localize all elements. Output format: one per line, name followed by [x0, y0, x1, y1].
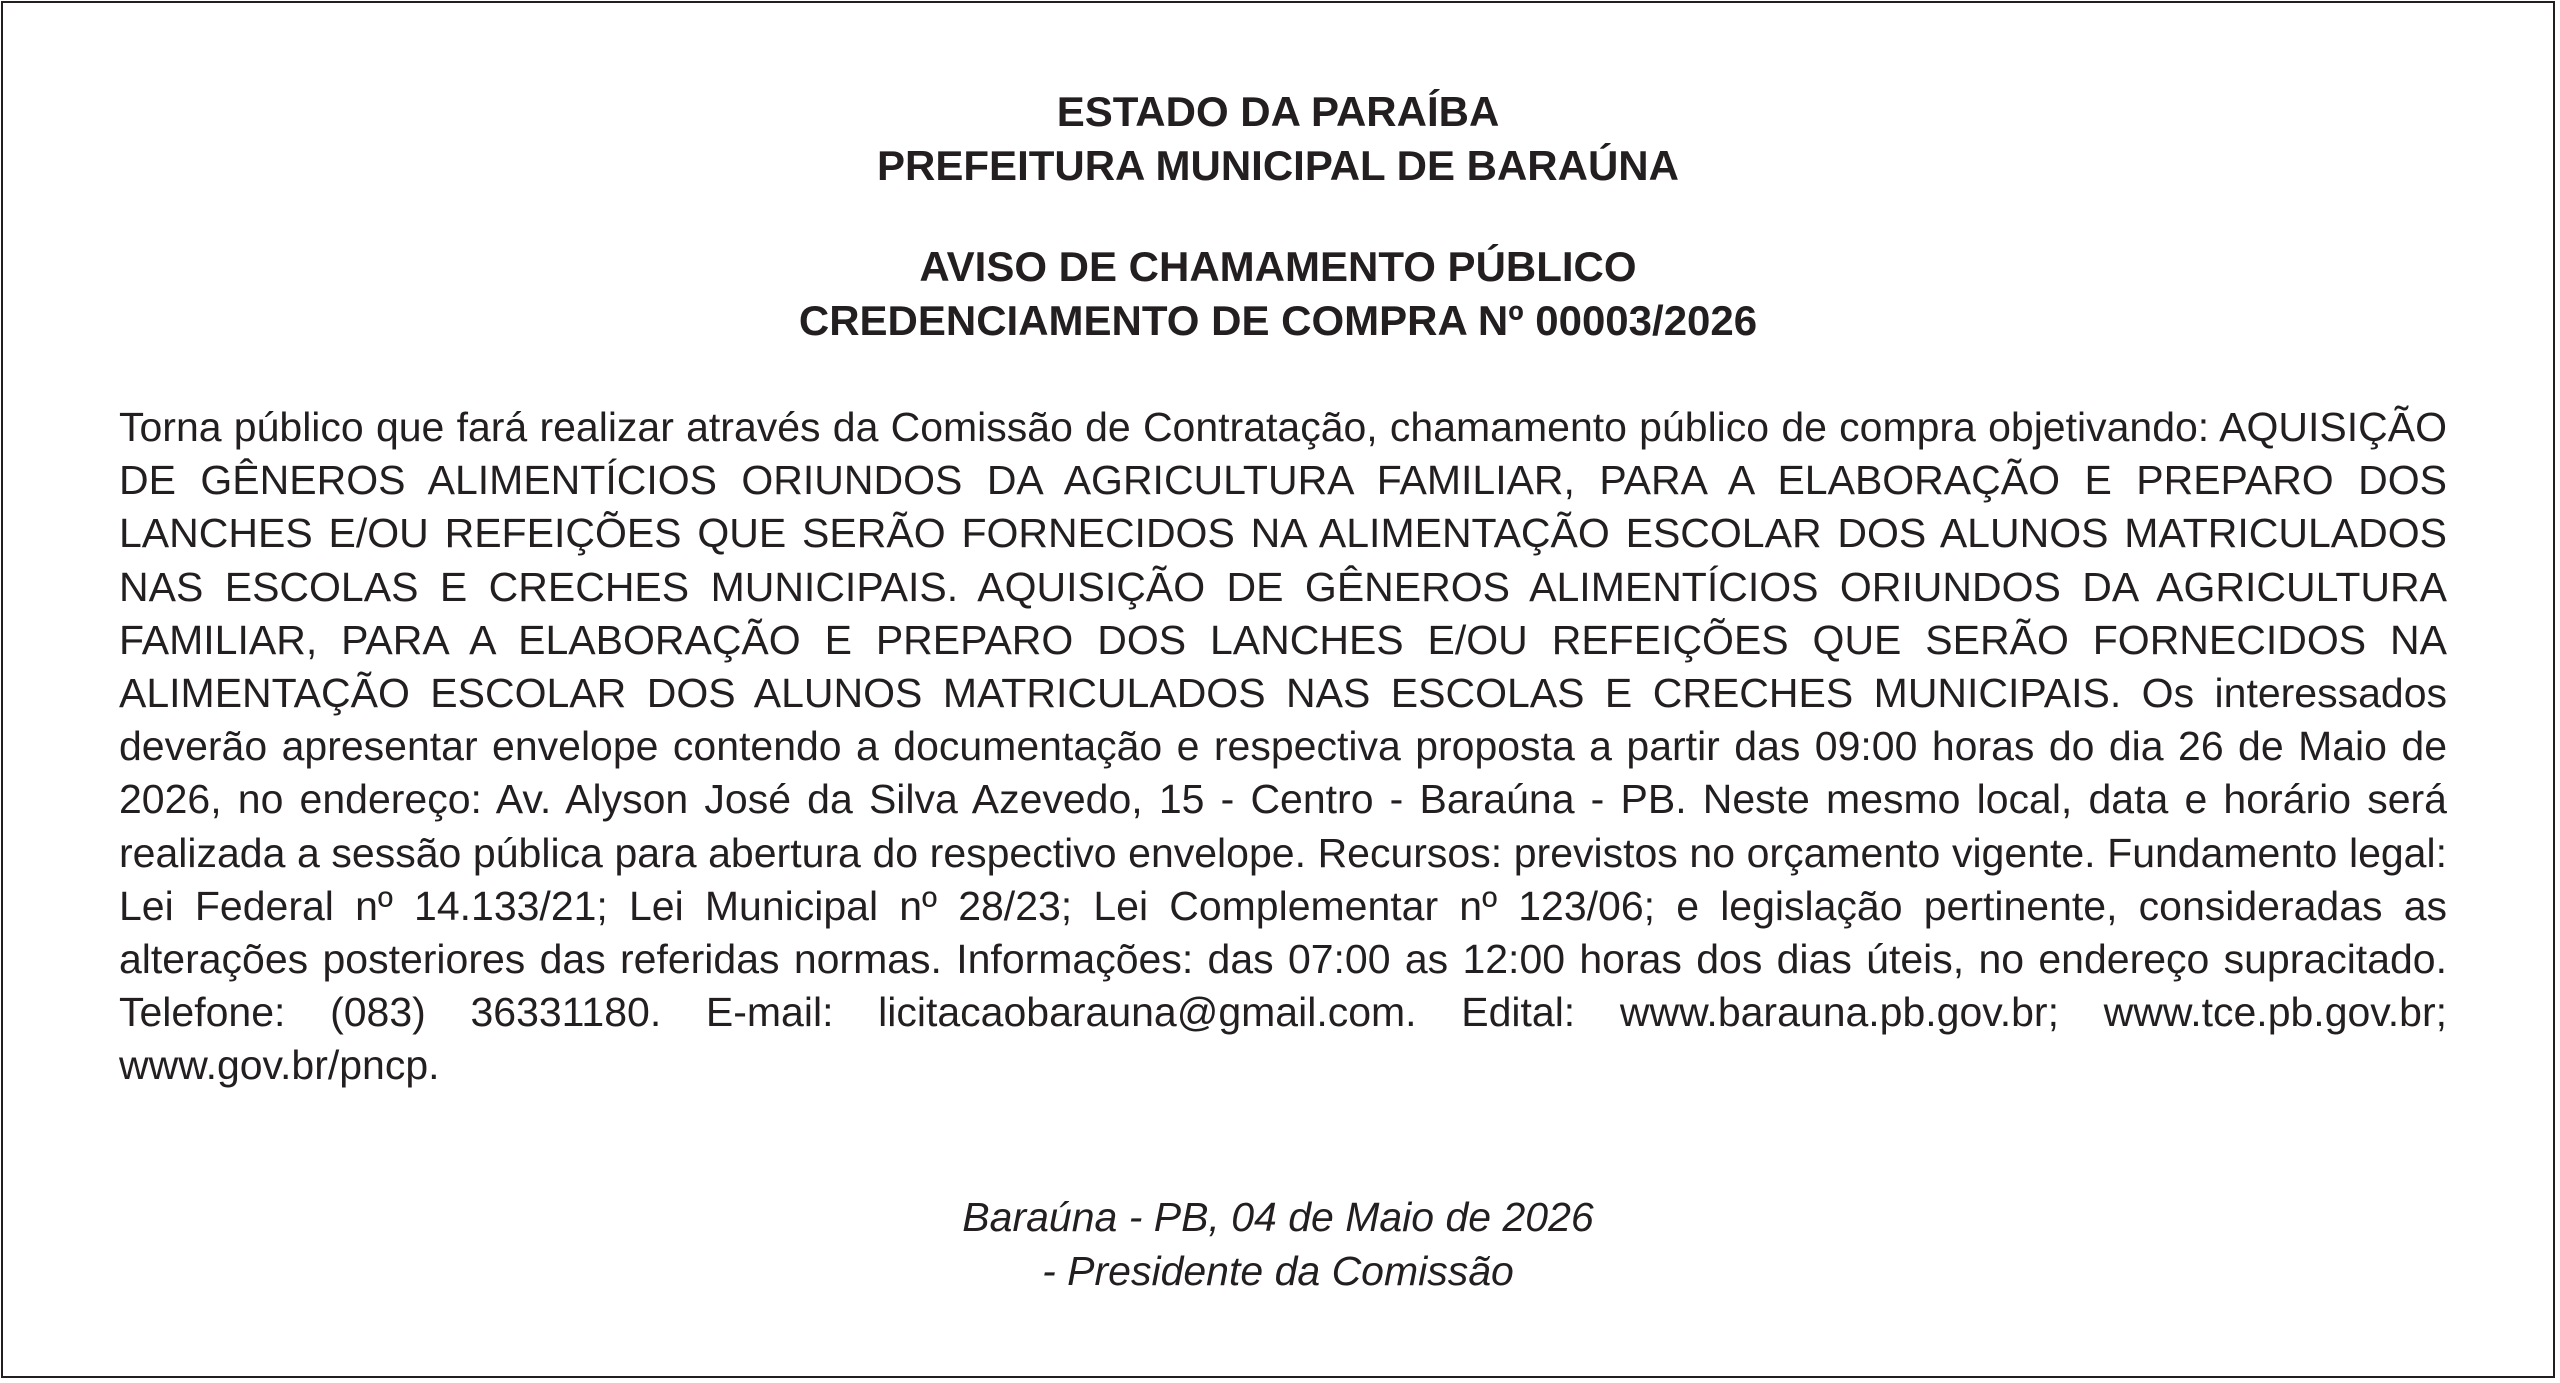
municipality-name: PREFEITURA MUNICIPAL DE BARAÚNA [877, 142, 1679, 189]
signature-block [3, 1190, 2553, 1298]
notice-type: AVISO DE CHAMAMENTO PÚBLICO [919, 243, 1637, 290]
notice-title [3, 240, 2553, 348]
place-and-date: Baraúna - PB, 04 de Maio de 2026 [962, 1194, 1594, 1240]
notice-body: Torna público que fará realizar através da Comissão de Contratação, chamamento público de compra objetivando: AQUISIÇÃO DE GÊNEROS ALIMENTÍCIOS ORIUNDOS DA AGRICULTURA FAMILIAR, PARA A ELABORAÇÃO E PREPARO DOS LANCHES E/OU REFEIÇÕES QUE SERÃO FORNECIDOS NA ALIMENTAÇÃO ESCOLAR DOS ALUNOS MATRICULADOS NAS ESCOLAS E CRECHES MUNICIPAIS. AQUISIÇÃO DE GÊNEROS ALIMENTÍCIOS ORIUNDOS DA AGRICULTURA FAMILIAR, PARA A ELABORAÇÃO E PREPARO DOS LANCHES E/OU REFEIÇÕES QUE SERÃO FORNECIDOS NA ALIMENTAÇÃO ESCOLAR DOS ALUNOS MATRICULADOS NAS ESCOLAS E CRECHES MUNICIPAIS. Os interessados deverão apresentar envelope contendo a documentação e respectiva proposta a partir das 09:00 horas do dia 26 de Maio de 2026, no endereço: Av. Alyson José da Silva Azevedo, 15 - Centro - Baraúna - PB. Neste mesmo local, data e horário será realizada a sessão pública para abertura do respectivo envelope. Recursos: previstos no orçamento vigente. Fundamento legal: Lei Federal nº 14.133/21; Lei Municipal nº 28/23; Lei Complementar nº 123/06; e legislação pertinente, consideradas as alterações posteriores das referidas normas. Informações: das 07:00 as 12:00 horas dos dias úteis, no endereço supracitado. Telefone: (083) 36331180. E-mail: licitacaobarauna@gmail.com. Edital: www.barauna.pb.gov.br; www.tce.pb.gov.br; www.gov.br/pncp. [119, 404, 2447, 1089]
process-number: CREDENCIAMENTO DE COMPRA Nº 00003/2026 [798, 297, 1758, 344]
signer-title: - Presidente da Comissão [1042, 1248, 1514, 1294]
notice-frame [1, 1, 2555, 1378]
issuer-header [3, 85, 2553, 193]
state-name: ESTADO DA PARAÍBA [1056, 88, 1500, 135]
